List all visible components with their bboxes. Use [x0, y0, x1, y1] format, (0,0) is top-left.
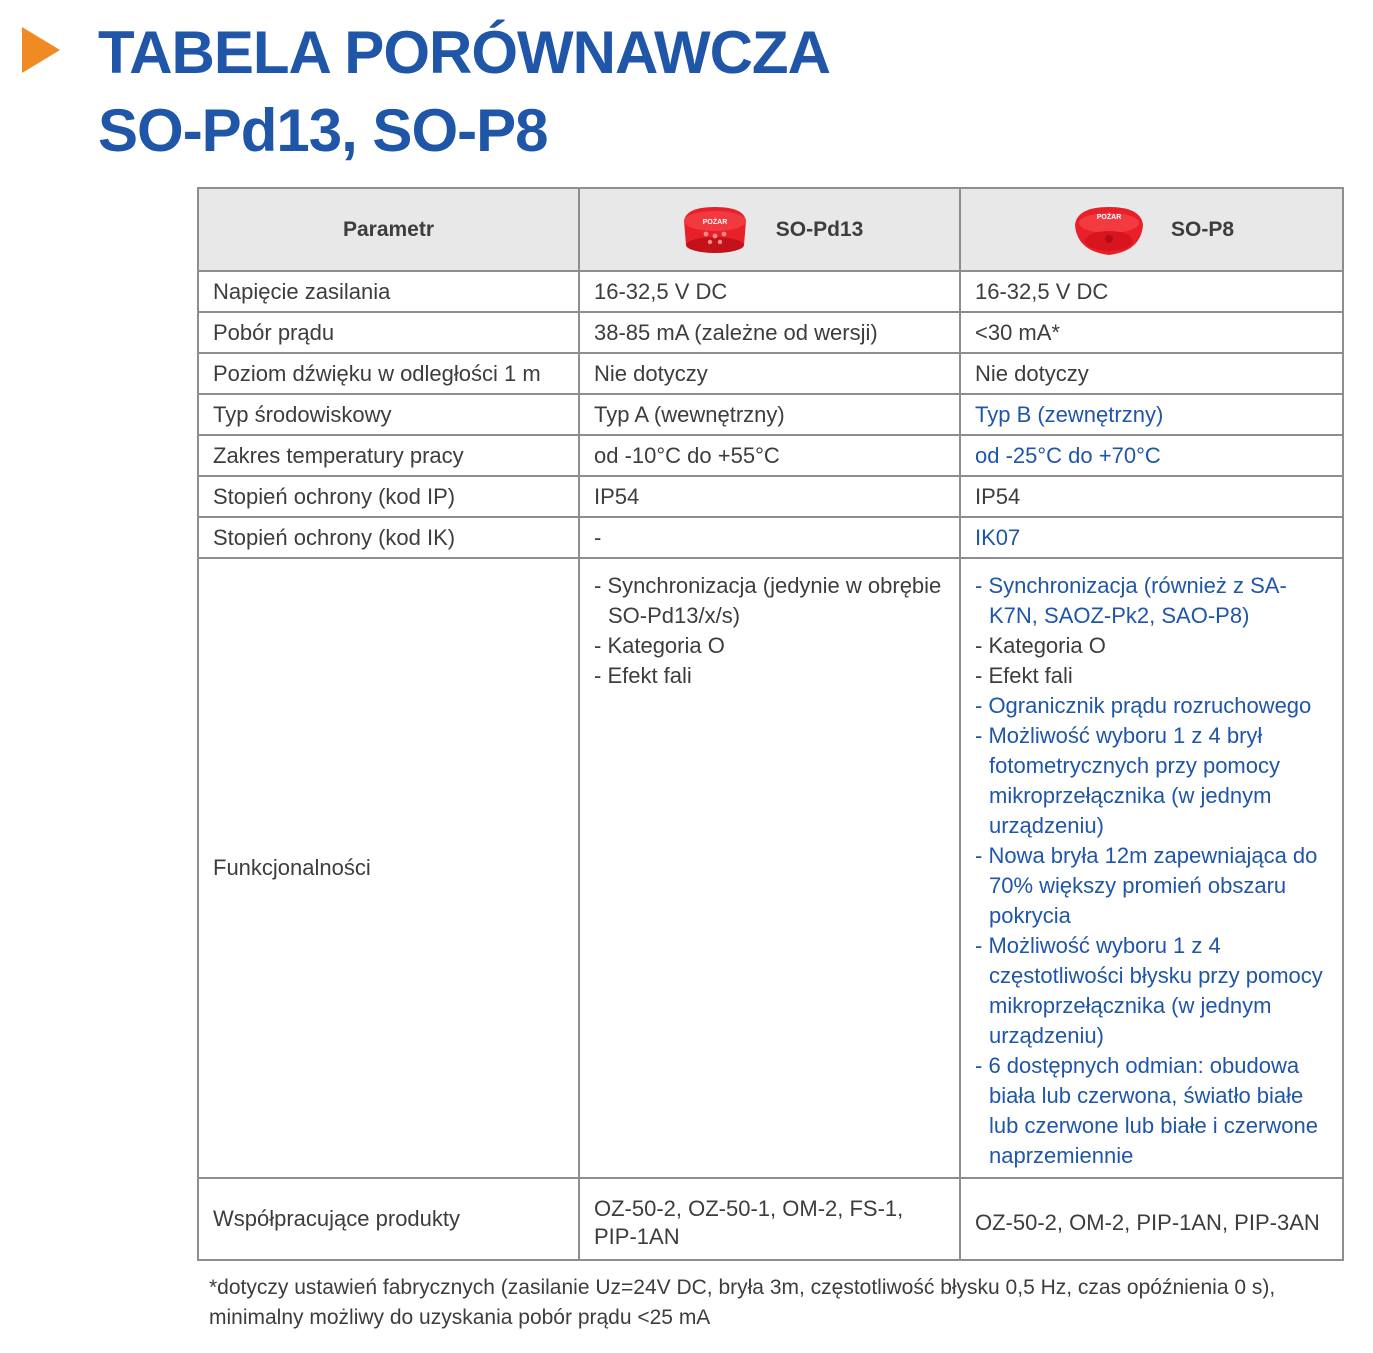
- table-row: [198, 476, 1343, 517]
- feature-item: - Synchronizacja (również z SA-K7N, SAOZ-Pk2, SAO-P8): [975, 573, 1287, 628]
- so-p8-features: [960, 558, 1343, 1178]
- feature-item: - Możliwość wyboru 1 z 4 częstotliwości błysku przy pomocy mikroprzełącznika (w jednym urządzeniu): [975, 933, 1323, 1048]
- param-cell: Współpracujące produkty: [198, 1178, 579, 1260]
- comparison-table: [197, 187, 1344, 1261]
- so-pd13-cell: IP54: [579, 476, 960, 517]
- so-p8-cell: Typ B (zewnętrzny): [960, 394, 1343, 435]
- header-so-p8: [960, 188, 1343, 271]
- table-header-row: [198, 188, 1343, 271]
- param-cell: Typ środowiskowy: [198, 394, 579, 435]
- feature-item: - Synchronizacja (jedynie w obrębie SO-Pd13/x/s): [594, 573, 942, 628]
- footnote-line-1: *dotyczy ustawień fabrycznych (zasilanie Uz=24V DC, bryła 3m, częstotliwość błysku 0,5 Hz, czas opóźnienia 0 s),: [209, 1276, 1276, 1299]
- title-line-2: SO-Pd13, SO-P8: [98, 97, 548, 164]
- device-label: POŻAR: [702, 218, 727, 226]
- so-p8-cell: IP54: [960, 476, 1343, 517]
- header-parametr: Parametr: [198, 188, 579, 271]
- so-pd13-cell: -: [579, 517, 960, 558]
- so-p8-cell: 16-32,5 V DC: [960, 271, 1343, 312]
- so-p8-cell: Nie dotyczy: [960, 353, 1343, 394]
- so-pd13-features: [579, 558, 960, 1178]
- so-pd13-cell: Nie dotyczy: [579, 353, 960, 394]
- table-row-products: [198, 1178, 1343, 1260]
- so-pd13-name: SO-Pd13: [775, 217, 864, 241]
- param-cell: Funkcjonalności: [198, 558, 579, 1178]
- table-row: [198, 271, 1343, 312]
- page-title: [98, 14, 830, 170]
- feature-item: - Efekt fali: [594, 663, 692, 688]
- param-cell: Zakres temperatury pracy: [198, 435, 579, 476]
- footnote: [209, 1273, 1329, 1333]
- feature-item: - Ogranicznik prądu rozruchowego: [975, 693, 1312, 718]
- device-label: POŻAR: [1096, 213, 1122, 221]
- feature-item: - Kategoria O: [594, 633, 725, 658]
- feature-item: - 6 dostępnych odmian: obudowa biała lub czerwona, światło białe lub czerwone lub białe i czerwone naprzemiennie: [975, 1053, 1318, 1168]
- orange-arrow-icon: [22, 27, 60, 73]
- feature-item: - Kategoria O: [975, 633, 1106, 658]
- so-p8-name: SO-P8: [1170, 217, 1235, 241]
- sounder-beacon-icon: [676, 201, 754, 259]
- param-cell: Poziom dźwięku w odległości 1 m: [198, 353, 579, 394]
- so-pd13-products: OZ-50-2, OZ-50-1, OM-2, FS-1, PIP-1AN: [579, 1178, 960, 1260]
- table-row-features: [198, 558, 1343, 1178]
- so-pd13-cell: od -10°C do +55°C: [579, 435, 960, 476]
- param-cell: Stopień ochrony (kod IP): [198, 476, 579, 517]
- footnote-line-2: minimalny możliwy do uzyskania pobór prądu <25 mA: [209, 1306, 711, 1329]
- so-pd13-cell: 38-85 mA (zależne od wersji): [579, 312, 960, 353]
- so-pd13-cell: 16-32,5 V DC: [579, 271, 960, 312]
- table-row: [198, 312, 1343, 353]
- so-p8-cell: od -25°C do +70°C: [960, 435, 1343, 476]
- so-p8-products: OZ-50-2, OM-2, PIP-1AN, PIP-3AN: [960, 1178, 1343, 1260]
- table-row: [198, 517, 1343, 558]
- table-row: [198, 435, 1343, 476]
- param-cell: Stopień ochrony (kod IK): [198, 517, 579, 558]
- so-pd13-cell: Typ A (wewnętrzny): [579, 394, 960, 435]
- table-row: [198, 394, 1343, 435]
- title-line-1: TABELA PORÓWNAWCZA: [98, 19, 830, 86]
- feature-item: - Możliwość wyboru 1 z 4 brył fotometrycznych przy pomocy mikroprzełącznika (w jednym urządzeniu): [975, 723, 1280, 838]
- header-so-pd13: [579, 188, 960, 271]
- param-cell: Napięcie zasilania: [198, 271, 579, 312]
- feature-item: - Nowa bryła 12m zapewniająca do 70% większy promień obszaru pokrycia: [975, 843, 1318, 928]
- so-p8-cell: <30 mA*: [960, 312, 1343, 353]
- param-cell: Pobór prądu: [198, 312, 579, 353]
- table-row: [198, 353, 1343, 394]
- so-p8-cell: IK07: [960, 517, 1343, 558]
- beacon-icon: [1069, 201, 1149, 259]
- feature-item: - Efekt fali: [975, 663, 1073, 688]
